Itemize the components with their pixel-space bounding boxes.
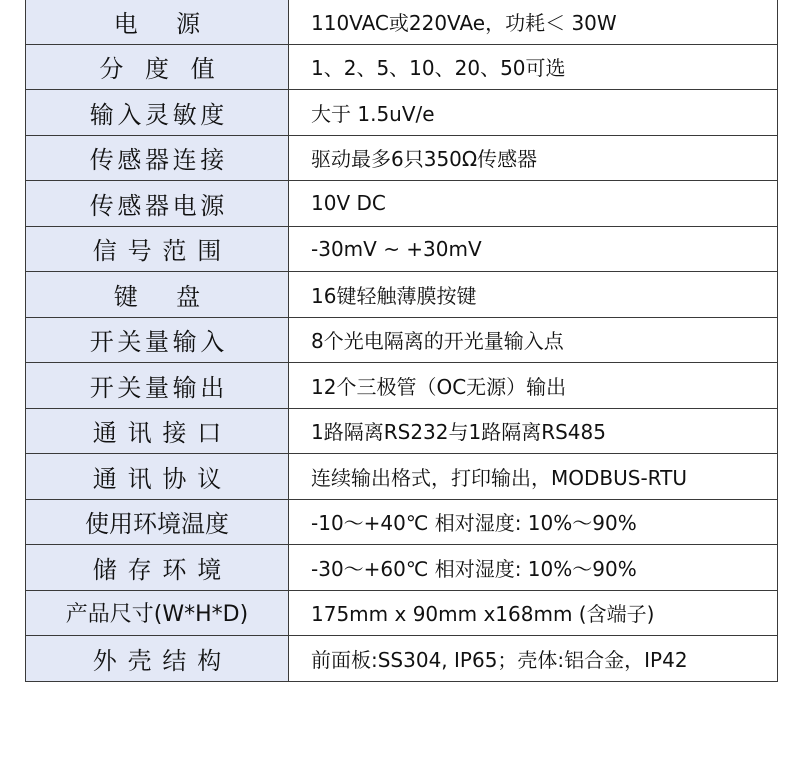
spec-label-text: 通讯协议: [92, 464, 232, 493]
table-row: [26, 0, 778, 44]
spec-value: -30mV ~ +30mV: [289, 226, 778, 272]
table-row: [26, 44, 778, 90]
spec-label: [26, 363, 289, 409]
table-row: [26, 226, 778, 272]
spec-label-text: 储存环境: [92, 555, 232, 584]
table-row: [26, 181, 778, 227]
spec-value: 驱动最多6只350Ω传感器: [289, 135, 778, 181]
table-row: [26, 408, 778, 454]
spec-label-text: 使用环境温度: [85, 510, 229, 539]
spec-label-text: 传感器连接: [89, 146, 228, 175]
spec-label-text: 开关量输出: [89, 373, 228, 402]
spec-value: 10V DC: [289, 181, 778, 227]
spec-label: [26, 272, 289, 318]
spec-label: [26, 408, 289, 454]
table-row: [26, 317, 778, 363]
spec-value: 1路隔离RS232与1路隔离RS485: [289, 408, 778, 454]
table-row: [26, 590, 778, 636]
spec-value: 大于 1.5uV/e: [289, 90, 778, 136]
table-row: [26, 636, 778, 682]
spec-label-text: 外壳结构: [92, 646, 232, 675]
spec-label: [26, 44, 289, 90]
table-row: [26, 135, 778, 181]
spec-value: 连续输出格式，打印输出，MODBUS-RTU: [289, 454, 778, 500]
table-row: [26, 454, 778, 500]
spec-label-text: 开关量输入: [89, 328, 228, 357]
spec-value: 1、2、5、10、20、50可选: [289, 44, 778, 90]
table-row: [26, 272, 778, 318]
spec-label: [26, 636, 289, 682]
spec-value: 8个光电隔离的开光量输入点: [289, 317, 778, 363]
spec-label: [26, 454, 289, 500]
table-row: [26, 545, 778, 591]
table-row: [26, 90, 778, 136]
spec-label-text: 键盘: [113, 282, 239, 311]
spec-label-text: 分度值: [99, 55, 237, 84]
spec-value: -30～+60℃ 相对湿度: 10%～90%: [289, 545, 778, 591]
spec-label-text: 传感器电源: [89, 191, 228, 220]
spec-value: 110VAC或220VAe，功耗＜ 30W: [289, 0, 778, 44]
spec-label-text: 通讯接口: [92, 419, 232, 448]
spec-value: 175mm x 90mm x168mm (含端子): [289, 590, 778, 636]
spec-label: [26, 499, 289, 545]
spec-value: 16键轻触薄膜按键: [289, 272, 778, 318]
spec-label: [26, 590, 289, 636]
spec-label: [26, 181, 289, 227]
spec-label: [26, 135, 289, 181]
spec-label: [26, 545, 289, 591]
spec-label-text: 信号范围: [92, 237, 232, 266]
spec-value: 前面板:SS304, IP65；壳体:铝合金，IP42: [289, 636, 778, 682]
spec-label: [26, 90, 289, 136]
spec-label-text: 输入灵敏度: [89, 100, 228, 129]
spec-table: [25, 0, 778, 682]
spec-value: -10～+40℃ 相对湿度: 10%～90%: [289, 499, 778, 545]
table-row: [26, 363, 778, 409]
spec-label-text: 电源: [113, 9, 239, 38]
spec-label-text: 产品尺寸(W*H*D): [65, 602, 249, 628]
table-row: [26, 499, 778, 545]
spec-label: [26, 0, 289, 44]
spec-label: [26, 317, 289, 363]
spec-label: [26, 226, 289, 272]
spec-value: 12个三极管（OC无源）输出: [289, 363, 778, 409]
